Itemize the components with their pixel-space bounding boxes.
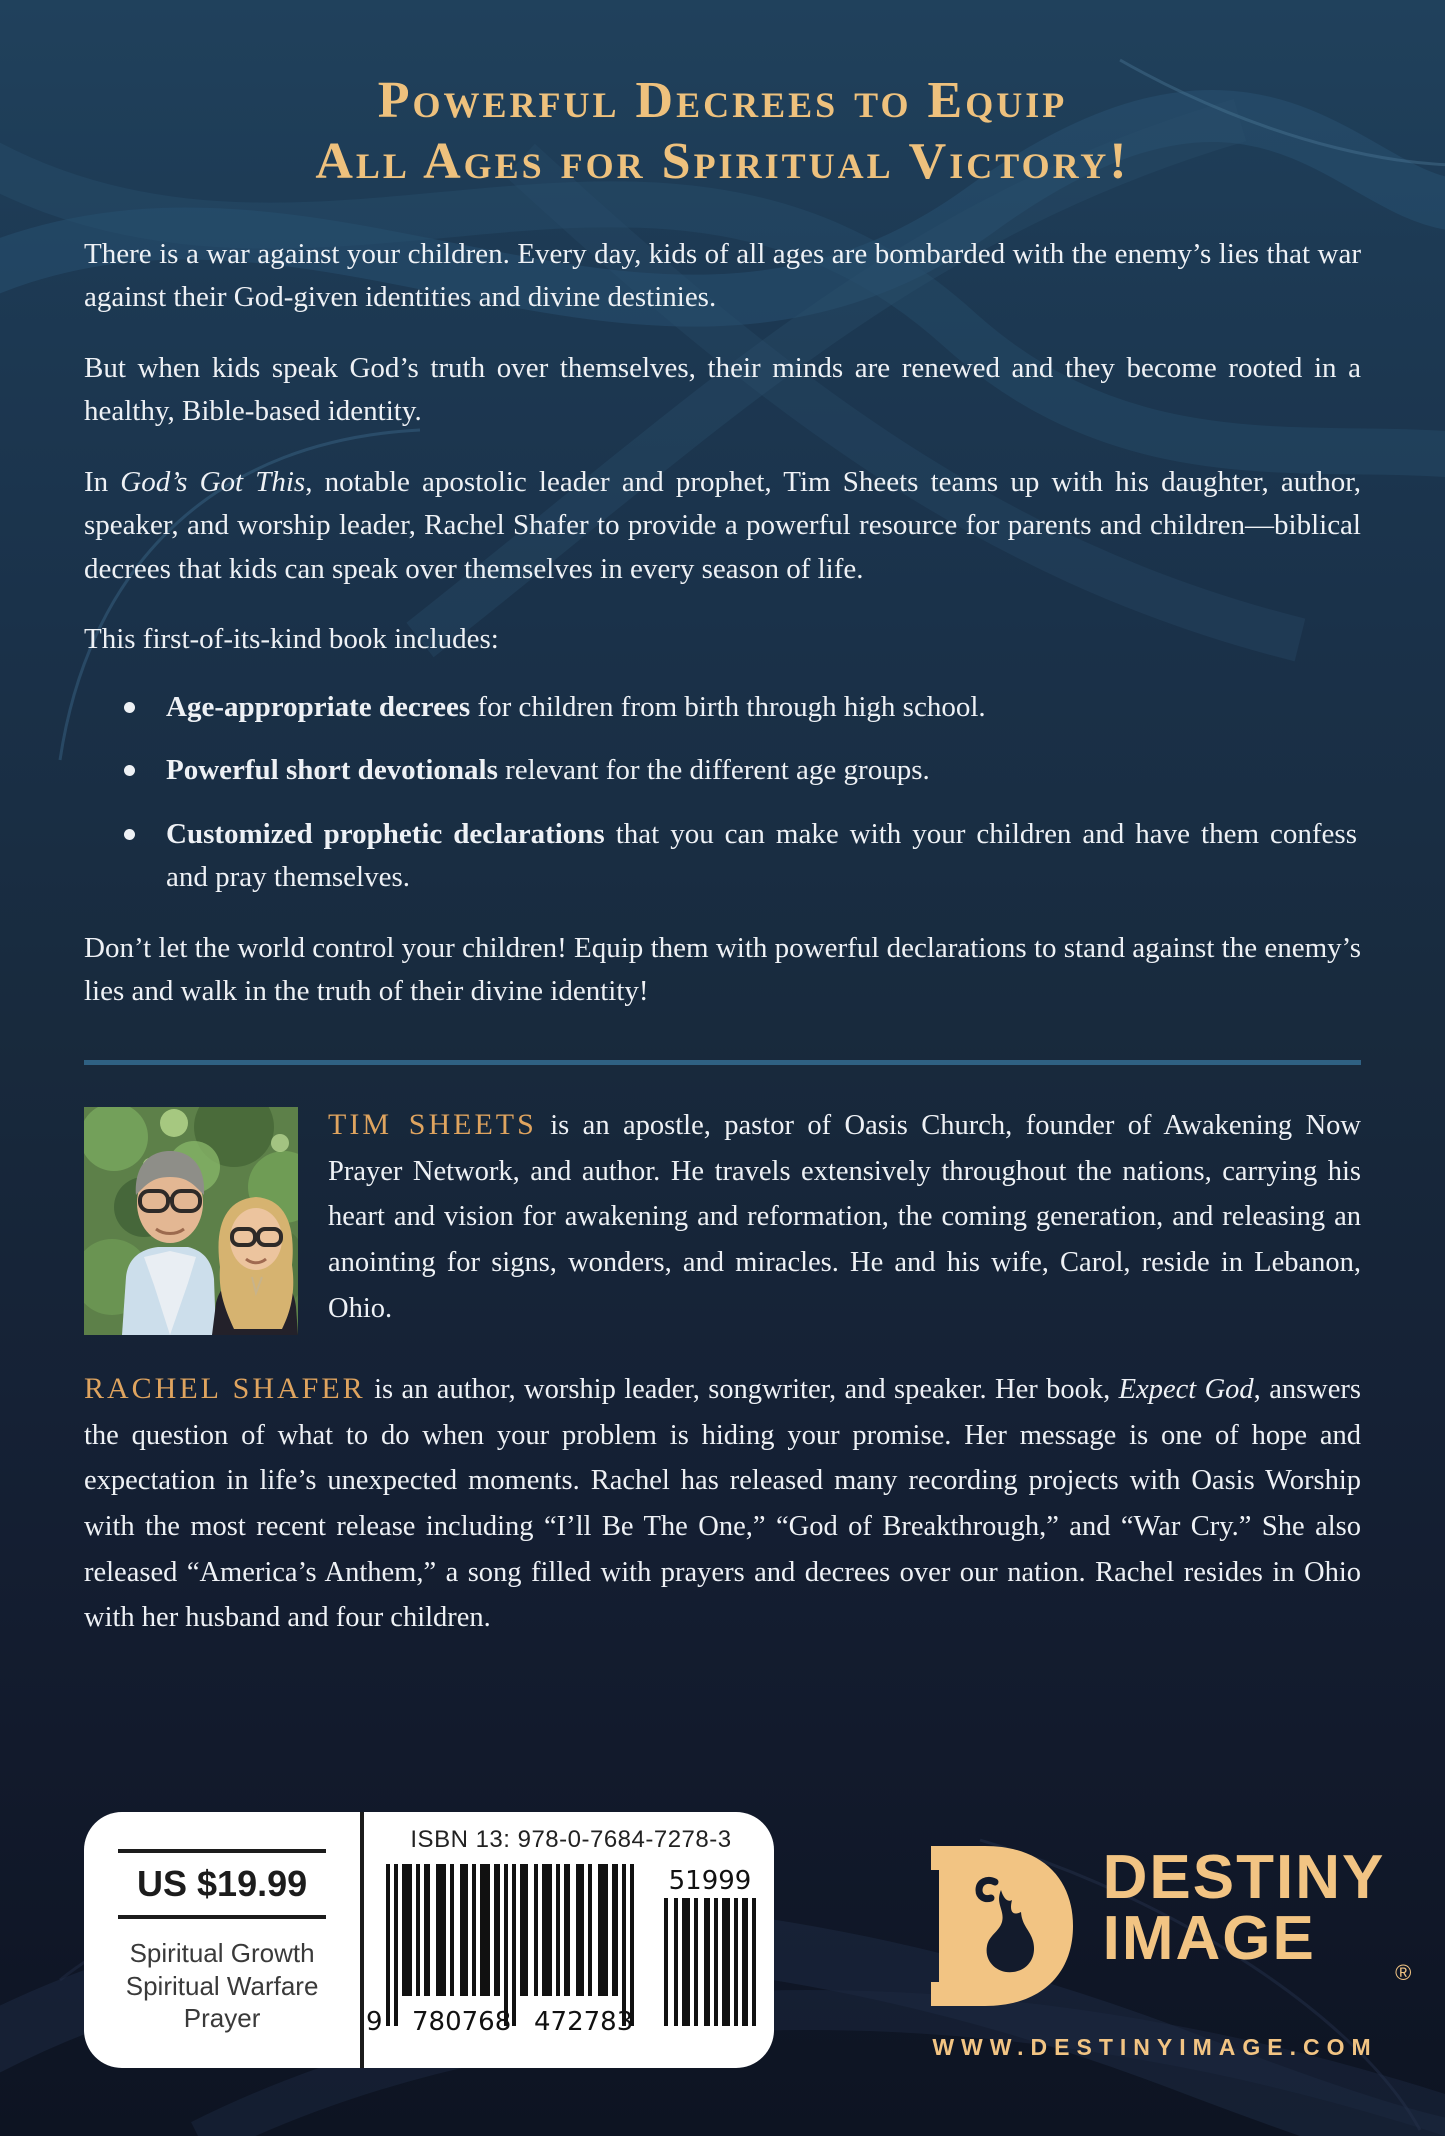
list-item (84, 686, 1361, 730)
bullet-bold-text: Customized prophetic declarations (166, 817, 605, 850)
bullet-icon (124, 702, 135, 713)
paragraph-call-to-action: Don’t let the world control your children! Equip them with powerful declarations to stand against the enemy’s lies and walk in the truth of their divine identity! (84, 931, 1361, 1008)
authors-photo-illustration (84, 1107, 298, 1335)
supplemental-code-label: 51999 (668, 1866, 752, 1896)
publisher-website: WWW.DESTINYIMAGE.COM (932, 2034, 1378, 2060)
marketing-copy (84, 233, 1361, 1014)
rachel-bio-pre: is an author, worship leader, songwriter, and speaker. Her book, (365, 1373, 1119, 1405)
bullet-bold-text: Powerful short devotionals (166, 754, 498, 787)
rachel-shafer-name: RACHEL SHAFER (84, 1371, 366, 1405)
registered-trademark-symbol: ® (1395, 1959, 1412, 1985)
tim-bio-row (84, 1107, 1361, 1335)
bullet-bold-text: Age-appropriate decrees (166, 690, 471, 723)
category-item: Spiritual Growth (129, 1938, 315, 1969)
price-label: US $19.99 (137, 1863, 308, 1905)
p3-prefix: In (84, 465, 121, 498)
tim-bio-body: is an apostle, pastor of Oasis Church, founder of Awakening Now Prayer Network, and author. He travels extensively throughout the nations, carrying his heart and vision for awakening and reformation, the coming generation, and releasing an anointing for signs, wonders, and miracles. He and his wife, Carol, reside in Lebanon, Ohio. (328, 1109, 1361, 1324)
ean-digit-group-2: 472783 (534, 2007, 634, 2037)
ean-lead-digit: 9 (366, 2007, 383, 2037)
publisher-logo-row (925, 1842, 1412, 2010)
category-item: Prayer (183, 2003, 261, 2034)
supplemental-barcode (664, 1866, 756, 2031)
bullet-icon (124, 765, 135, 776)
paragraph-includes-intro: This first-of-its-kind book includes: (84, 623, 499, 656)
supplemental-barcode-bars (664, 1898, 756, 2026)
rachel-bio-text (84, 1365, 1361, 1641)
authors-photo (84, 1107, 298, 1335)
ean-barcode (366, 1864, 638, 2037)
features-list (84, 686, 1361, 900)
p3-rest: , notable apostolic leader and prophet, Tim Sheets teams up with his daughter, author, speaker, and worship leader, Rachel Shafer to provide a powerful resource for parents and children—biblical decrees that kids can speak over themselves in every season of life. (84, 465, 1361, 585)
headline (84, 70, 1361, 193)
category-list (126, 1937, 319, 2035)
ean-digit-group-1: 780768 (412, 2007, 512, 2037)
bullet-rest-text: for children from birth through high school. (470, 690, 986, 723)
author-bios-section (84, 1107, 1361, 1641)
list-item (84, 813, 1361, 900)
paragraph-speak-truth: But when kids speak God’s truth over themselves, their minds are renewed and they become rooted in a healthy, Bible-based identity. (84, 351, 1361, 428)
headline-line-1: Powerful Decrees to Equip (377, 72, 1068, 129)
list-item (84, 749, 1361, 793)
footer (84, 1812, 1412, 2068)
headline-line-2: All Ages for Spiritual Victory! (315, 133, 1130, 191)
paragraph-war-against-children: There is a war against your children. Every day, kids of all ages are bombarded with the enemy’s lies that war against their God-given identities and divine destinies. (84, 237, 1361, 314)
category-item: Spiritual Warfare (125, 1970, 319, 2001)
cover-content (0, 70, 1445, 1641)
bullet-icon (124, 829, 135, 840)
publisher-name-line-1: DESTINY (1102, 1843, 1386, 1912)
tim-bio-text (328, 1101, 1361, 1331)
bullet-rest-text: relevant for the different age groups. (497, 754, 930, 787)
destiny-image-flame-logo (925, 1842, 1077, 2010)
tim-sheets-name: TIM SHEETS (328, 1107, 537, 1141)
isbn-number-label: ISBN 13: 978-0-7684-7278-3 (410, 1826, 732, 1853)
rachel-bio-post: , answers the question of what to do when your problem is hiding your promise. Her message is one of hope and expectation in life’s unexpected moments. Rachel has released many recording projects with Oasis Worship with the most recent release including “I’ll Be The One,” “God of Breakthrough,” and “War Cry.” She also released “America’s Anthem,” a song filled with prayers and decrees over our nation. Rachel resides in Ohio with her husband and four children. (84, 1373, 1361, 1634)
ean-barcode-bars (386, 1864, 638, 2030)
publisher-name (1102, 1843, 1412, 1985)
price-column (84, 1812, 360, 2068)
publisher-name-line-2: IMAGE (1102, 1903, 1316, 1973)
section-divider (84, 1060, 1361, 1065)
barcode-column (364, 1812, 774, 2068)
barcode-row (366, 1864, 756, 2037)
bullet-rest-text: that you can make with your children and have them confess and pray themselves. (166, 817, 1357, 894)
publisher-logo-block (920, 1842, 1412, 2061)
price-rule-bottom (118, 1915, 326, 1919)
isbn-price-box (84, 1812, 774, 2068)
paragraph-gods-got-this (84, 461, 1361, 592)
book-title-italic: God’s Got This (120, 465, 306, 498)
rachel-book-title-italic: Expect God (1118, 1373, 1254, 1405)
